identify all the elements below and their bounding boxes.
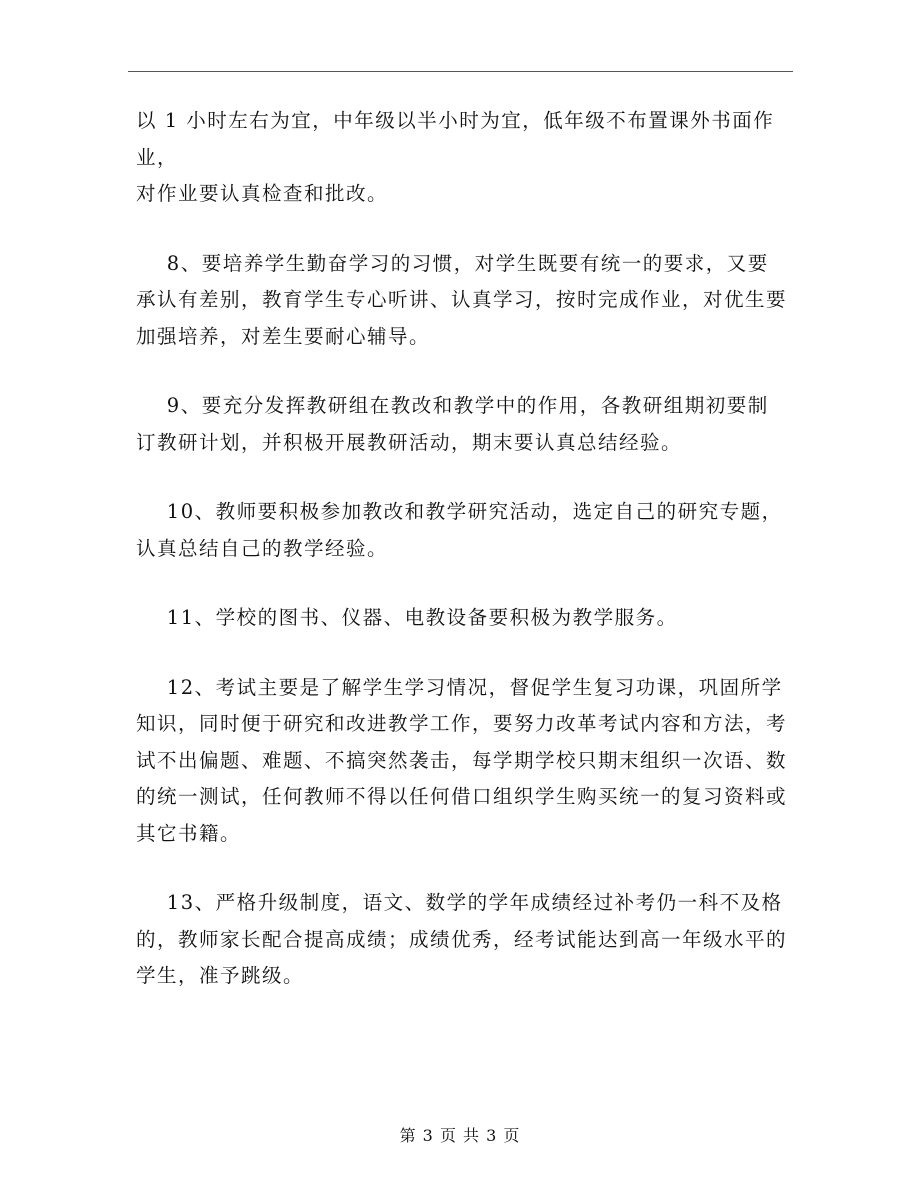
paragraph-gap [136, 852, 796, 885]
page-number: 第 3 页 共 3 页 [399, 1126, 521, 1145]
paragraph-gap [136, 213, 796, 246]
paragraph-item-9: 9、要充分发挥教研组在教改和教学中的作用，各教研组期初要制 订教研计划，并积极开展教研活动，期末要认真总结经验。 [136, 394, 769, 454]
paragraph-gap [136, 461, 796, 494]
paragraph-item-8: 8、要培养学生勤奋学习的习惯，对学生既要有统一的要求，又要 承认有差别，教育学生专心听讲、认真学习，按时完成作业，对优生要 加强培养，对差生要耐心辅导。 [136, 251, 788, 348]
paragraph-item-11: 11、学校的图书、仪器、电教设备要积极为教学服务。 [136, 606, 678, 629]
paragraph-item-12: 12、考试主要是了解学生学习情况，督促学生复习功课，巩固所学 知识，同时便于研究和改进教学工作，要努力改革考试内容和方法，考 试不出偏题、难题、不搞突然袭击，每学期学校只期末组织一次语、数 的统一测试，任何教师不得以任何借口组织学生购买统一的复习资料或 其它书籍。 [136, 675, 788, 845]
paragraph-homework: 以 1 小时左右为宜，中年级以半小时为宜，低年级不布置课外书面作业， 对作业要认真检查和批改。 [136, 109, 775, 205]
paragraph-item-10: 10、教师要积极参加教改和教学研究活动，选定自己的研究专题， 认真总结自己的教学经验。 [136, 500, 783, 560]
header-divider [128, 71, 793, 72]
document-body [136, 103, 796, 995]
paragraph-gap [136, 567, 796, 600]
paragraph-gap [136, 637, 796, 670]
paragraph-gap [136, 355, 796, 388]
paragraph-item-13: 13、严格升级制度，语文、数学的学年成绩经过补考仍一科不及格 的，教师家长配合提高成绩；成绩优秀，经考试能达到高一年级水平的 学生，准予跳级。 [136, 891, 788, 987]
